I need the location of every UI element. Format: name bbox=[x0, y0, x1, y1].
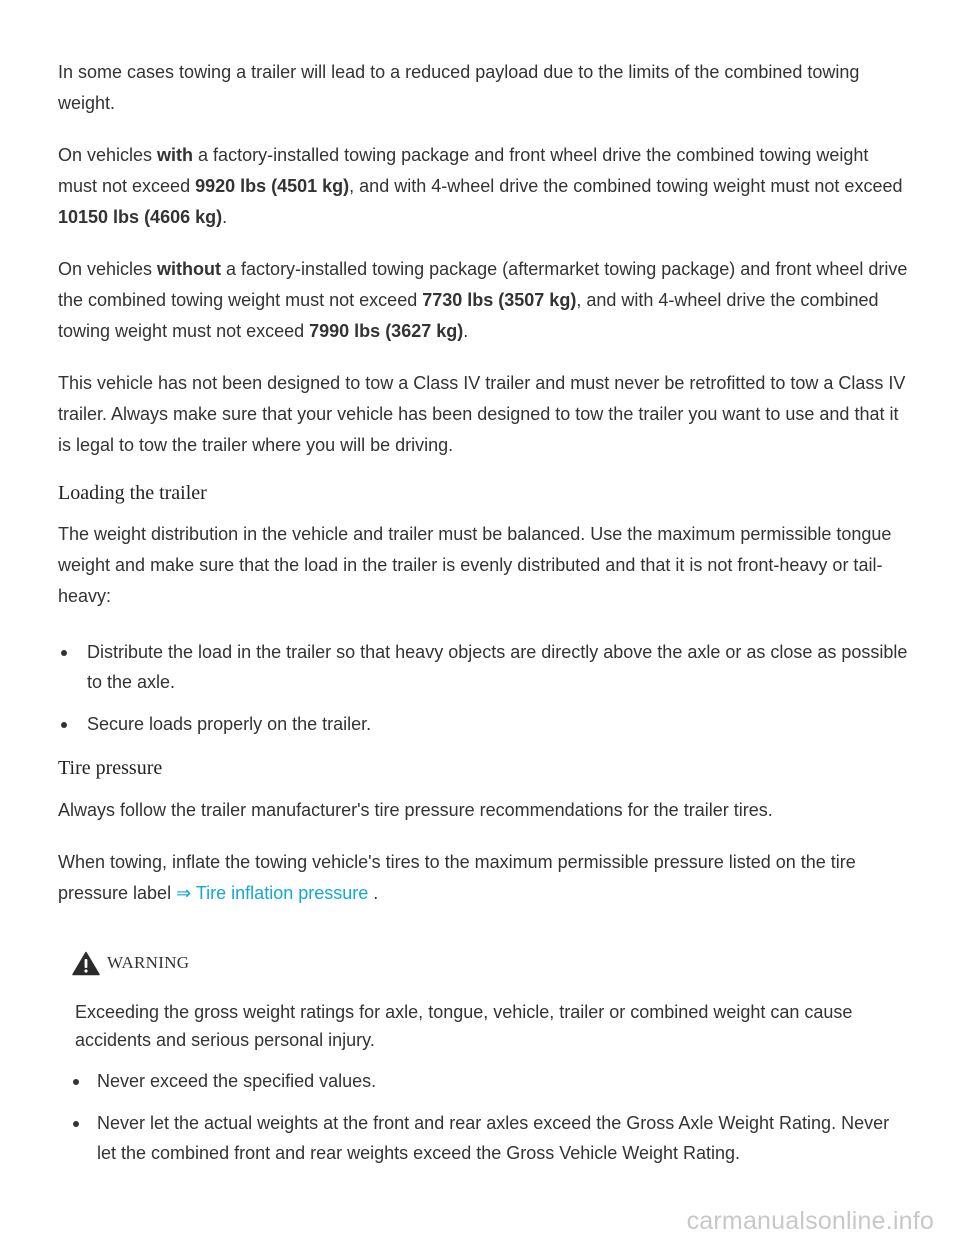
text-segment: , and with 4-wheel drive the combined towing weight must not exceed bbox=[58, 290, 879, 341]
tire-inflation-pressure-link[interactable]: ⇒ Tire inflation pressure bbox=[176, 883, 369, 903]
text-segment: , and with 4-wheel drive the combined towing weight must not exceed bbox=[349, 176, 903, 196]
warning-header bbox=[72, 948, 908, 978]
text-segment: When towing, inflate the towing vehicle's tires to the maximum permissible pressure listed on the tire pressure label bbox=[58, 852, 856, 903]
text-segment: . bbox=[368, 883, 379, 903]
warning-label: WARNING bbox=[107, 953, 190, 972]
manual-page bbox=[58, 57, 908, 1180]
text-segment: a factory-installed towing package and front wheel drive the combined towing weight must not exceed bbox=[58, 145, 869, 196]
bold-weight-fwd: 7730 lbs (3507 kg) bbox=[422, 290, 577, 310]
heading-loading-the-trailer: Loading the trailer bbox=[58, 482, 207, 504]
loading-bullet-list bbox=[58, 637, 908, 739]
paragraph-with-towing-package bbox=[58, 140, 908, 233]
text-segment: . bbox=[222, 207, 228, 227]
bold-weight-4wd: 10150 lbs (4606 kg) bbox=[58, 207, 223, 227]
warning-box bbox=[72, 948, 908, 1168]
text-segment: a factory-installed towing package (aftermarket towing package) and front wheel drive the combined towing weight must not exceed bbox=[58, 259, 908, 310]
paragraph-weight-distribution: The weight distribution in the vehicle and trailer must be balanced. Use the maximum permissible tongue weight and make sure that the load in the trailer is evenly distributed and that it is not front-heavy or tail-heavy: bbox=[58, 524, 892, 606]
paragraph-towing-tire-pressure bbox=[58, 847, 908, 909]
list-item: Never exceed the specified values. bbox=[70, 1066, 908, 1096]
heading-tire-pressure: Tire pressure bbox=[58, 757, 163, 779]
bold-without: without bbox=[157, 259, 222, 279]
text-segment: On vehicles bbox=[58, 145, 158, 165]
paragraph-without-towing-package bbox=[58, 254, 908, 347]
bold-weight-4wd: 7990 lbs (3627 kg) bbox=[309, 321, 464, 341]
warning-bullet-list bbox=[70, 1066, 908, 1168]
warning-body bbox=[75, 998, 908, 1168]
text-segment: . bbox=[463, 321, 469, 341]
watermark: carmanualsonline.info bbox=[686, 1207, 934, 1235]
list-item: Secure loads properly on the trailer. bbox=[58, 709, 908, 739]
warning-triangle-icon bbox=[72, 951, 100, 976]
text-segment: On vehicles bbox=[58, 259, 158, 279]
bold-weight-fwd: 9920 lbs (4501 kg) bbox=[195, 176, 350, 196]
paragraph-class-iv: This vehicle has not been designed to tow a Class IV trailer and must never be retrofitted to tow a Class IV trailer. Always make sure that your vehicle has been designed to tow the trailer you want to use and that it is legal to tow the trailer where you will be driving. bbox=[58, 373, 906, 455]
list-item: Never let the actual weights at the front and rear axles exceed the Gross Axle Weight Rating. Never let the combined front and rear weights exceed the Gross Vehicle Weight Rating. bbox=[70, 1108, 908, 1168]
warning-text: Exceeding the gross weight ratings for axle, tongue, vehicle, trailer or combined weight can cause accidents and serious personal injury. bbox=[75, 1002, 853, 1050]
bold-with: with bbox=[157, 145, 194, 165]
paragraph-trailer-tire-pressure: Always follow the trailer manufacturer's tire pressure recommendations for the trailer tires. bbox=[58, 800, 773, 820]
paragraph-payload: In some cases towing a trailer will lead to a reduced payload due to the limits of the combined towing weight. bbox=[58, 62, 860, 113]
list-item: Distribute the load in the trailer so that heavy objects are directly above the axle or as close as possible to the axle. bbox=[58, 637, 908, 697]
